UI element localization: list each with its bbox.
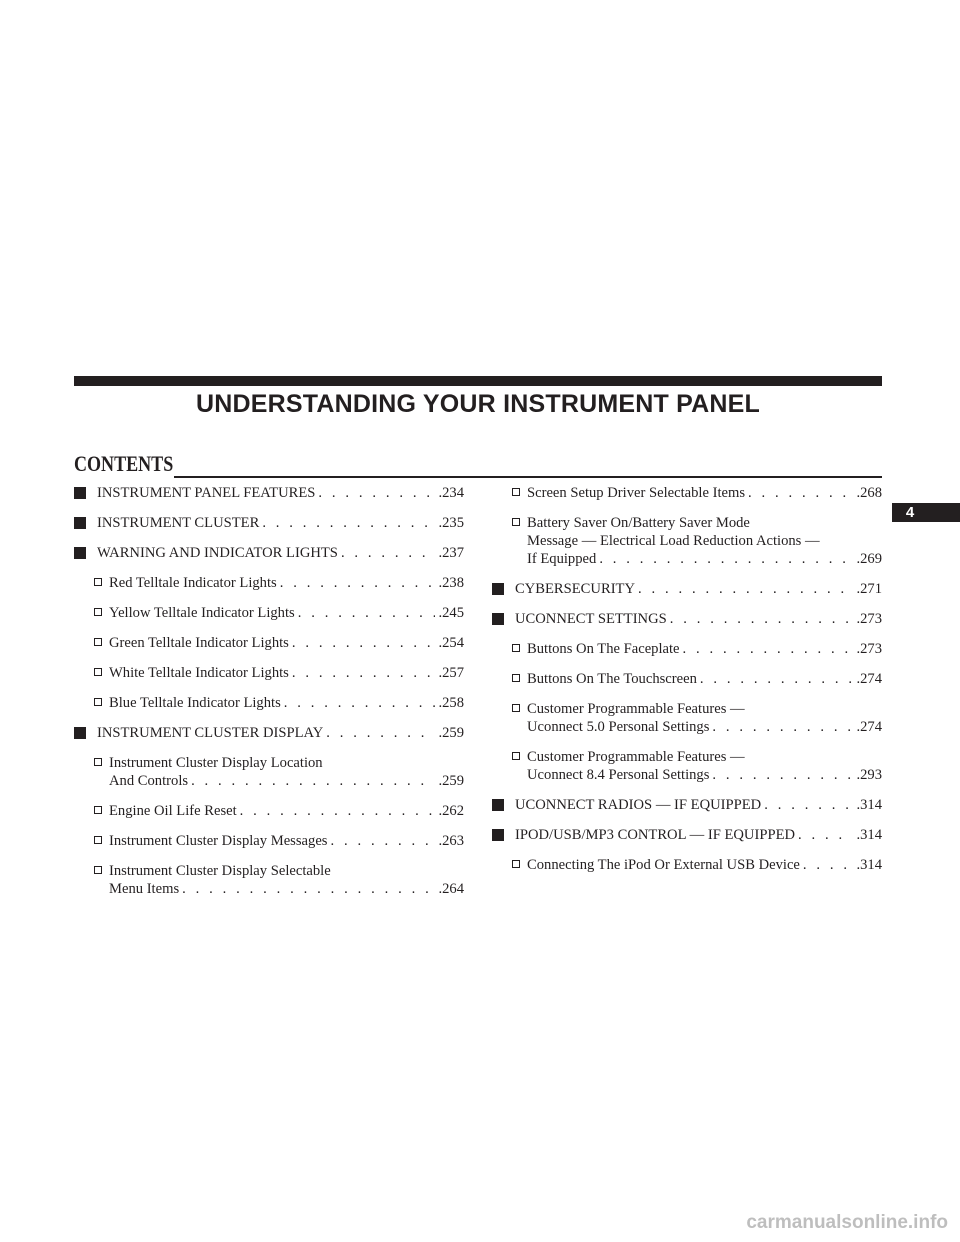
toc-page-number: .263	[438, 833, 464, 849]
toc-entry[interactable]	[74, 754, 464, 790]
dot-leader	[670, 610, 854, 628]
square-bullet-icon	[74, 727, 86, 739]
toc-page-number: .264	[438, 881, 464, 897]
toc-entry-title: WARNING AND INDICATOR LIGHTS	[97, 545, 338, 561]
toc-entry-line	[97, 484, 464, 502]
toc-entry[interactable]	[74, 664, 464, 682]
toc-entry[interactable]	[74, 724, 464, 742]
toc-entry-title: Buttons On The Faceplate	[527, 641, 680, 657]
hollow-square-bullet-icon	[512, 704, 520, 712]
toc-page-number: .254	[438, 635, 464, 651]
toc-page-number: .271	[856, 581, 882, 597]
dot-leader	[284, 694, 436, 712]
dot-leader	[712, 766, 853, 784]
toc-entry-title: Blue Telltale Indicator Lights	[109, 695, 281, 711]
chapter-tab-number: 4	[905, 504, 915, 521]
toc-page-number: .237	[438, 545, 464, 561]
dot-leader	[292, 634, 436, 652]
toc-entry-line	[515, 796, 882, 814]
hollow-square-bullet-icon	[94, 806, 102, 814]
toc-entry-title: Instrument Cluster Display Location	[109, 755, 323, 771]
toc-entry-title: Uconnect 8.4 Personal Settings	[527, 767, 710, 783]
toc-page-number: .257	[438, 665, 464, 681]
toc-entry-title: Red Telltale Indicator Lights	[109, 575, 277, 591]
toc-entry-title: Yellow Telltale Indicator Lights	[109, 605, 295, 621]
square-bullet-icon	[492, 829, 504, 841]
toc-entry[interactable]	[492, 514, 882, 568]
chapter-title: UNDERSTANDING YOUR INSTRUMENT PANEL	[196, 390, 760, 418]
toc-entry[interactable]	[74, 862, 464, 898]
dot-leader	[341, 544, 436, 562]
dot-leader	[262, 514, 435, 532]
toc-entry-title: And Controls	[109, 773, 189, 789]
hollow-square-bullet-icon	[512, 644, 520, 652]
dot-leader	[280, 574, 436, 592]
dot-leader	[798, 826, 853, 844]
toc-entry-title: White Telltale Indicator Lights	[109, 665, 289, 681]
dot-leader	[638, 580, 853, 598]
toc-entry-title: INSTRUMENT CLUSTER DISPLAY	[97, 725, 324, 741]
toc-entry-line	[97, 544, 464, 562]
hollow-square-bullet-icon	[94, 668, 102, 676]
toc-entry-title: Green Telltale Indicator Lights	[109, 635, 289, 651]
toc-entry-title: Instrument Cluster Display Selectable	[109, 863, 331, 879]
toc-entry-line	[109, 802, 464, 820]
toc-entry-title: IPOD/USB/MP3 CONTROL — IF EQUIPPED	[515, 827, 796, 843]
dot-leader	[803, 856, 854, 874]
toc-entry-title: Engine Oil Life Reset	[109, 803, 237, 819]
toc-entry[interactable]	[492, 640, 882, 658]
hollow-square-bullet-icon	[512, 518, 520, 526]
toc-page-number: .314	[856, 857, 882, 873]
toc-entry-line	[515, 610, 882, 628]
toc-entry[interactable]	[492, 826, 882, 844]
toc-page-number: .269	[856, 551, 882, 567]
toc-entry-line	[109, 604, 464, 622]
toc-left-column	[74, 484, 464, 898]
toc-entry[interactable]	[492, 796, 882, 814]
toc-page-number: .235	[438, 515, 464, 531]
dot-leader	[700, 670, 854, 688]
toc-entry[interactable]	[492, 748, 882, 784]
toc-entry-line	[109, 574, 464, 592]
toc-entry-line	[515, 826, 882, 844]
square-bullet-icon	[492, 799, 504, 811]
square-bullet-icon	[492, 583, 504, 595]
toc-entry[interactable]	[74, 484, 464, 502]
toc-entry-title: Instrument Cluster Display Messages	[109, 833, 328, 849]
toc-page-number: .262	[438, 803, 464, 819]
toc-entry-title: Battery Saver On/Battery Saver Mode	[527, 515, 750, 531]
toc-entry-line	[527, 700, 882, 718]
hollow-square-bullet-icon	[512, 674, 520, 682]
toc-entry-line	[527, 718, 882, 736]
toc-entry[interactable]	[492, 610, 882, 628]
toc-entry-title: UCONNECT SETTINGS	[515, 611, 667, 627]
toc-entry-line	[515, 580, 882, 598]
toc-entry-line	[527, 856, 882, 874]
square-bullet-icon	[74, 517, 86, 529]
toc-page-number: .274	[856, 719, 882, 735]
hollow-square-bullet-icon	[94, 866, 102, 874]
toc-entry-line	[109, 772, 464, 790]
toc-entry[interactable]	[74, 802, 464, 820]
toc-entry-line	[527, 766, 882, 784]
toc-entry-line	[109, 880, 464, 898]
dot-leader	[191, 772, 435, 790]
hollow-square-bullet-icon	[512, 752, 520, 760]
toc-entry[interactable]	[492, 484, 882, 502]
toc-page-number: .293	[856, 767, 882, 783]
toc-entry-line	[109, 664, 464, 682]
square-bullet-icon	[74, 547, 86, 559]
hollow-square-bullet-icon	[94, 578, 102, 586]
toc-page-number: .259	[438, 773, 464, 789]
toc-entry[interactable]	[492, 580, 882, 598]
toc-entry-line	[527, 514, 882, 532]
toc-page-number: .274	[856, 671, 882, 687]
toc-page-number: .234	[438, 485, 464, 501]
toc-entry-title: Connecting The iPod Or External USB Device	[527, 857, 800, 873]
toc-page-number: .245	[438, 605, 464, 621]
toc-entry[interactable]	[74, 514, 464, 532]
toc-entry[interactable]	[74, 544, 464, 562]
toc-entry-line	[527, 670, 882, 688]
dot-leader	[712, 718, 853, 736]
hollow-square-bullet-icon	[94, 836, 102, 844]
toc-entry[interactable]	[74, 604, 464, 622]
dot-leader	[599, 550, 853, 568]
toc-entry-title: If Equipped	[527, 551, 597, 567]
toc-entry[interactable]	[492, 856, 882, 874]
toc-entry-title: Customer Programmable Features —	[527, 749, 745, 765]
chapter-top-rule	[74, 376, 882, 386]
hollow-square-bullet-icon	[512, 860, 520, 868]
toc-entry-title: Message — Electrical Load Reduction Actions —	[527, 533, 820, 549]
dot-leader	[182, 880, 435, 898]
toc-page-number: .259	[438, 725, 464, 741]
toc-entry-line	[109, 754, 464, 772]
dot-leader	[298, 604, 436, 622]
toc-entry-line	[527, 532, 882, 550]
toc-right-column	[492, 484, 882, 874]
toc-entry-title: Uconnect 5.0 Personal Settings	[527, 719, 710, 735]
watermark: carmanualsonline.info	[746, 1212, 948, 1233]
toc-entry-line	[527, 640, 882, 658]
dot-leader	[240, 802, 436, 820]
chapter-tab	[892, 503, 960, 522]
toc-entry-line	[527, 484, 882, 502]
toc-entry-line	[527, 748, 882, 766]
toc-entry-title: Menu Items	[109, 881, 180, 897]
dot-leader	[764, 796, 853, 814]
dot-leader	[330, 832, 435, 850]
toc-entry-title: UCONNECT RADIOS — IF EQUIPPED	[515, 797, 762, 813]
dot-leader	[326, 724, 435, 742]
dot-leader	[748, 484, 853, 502]
toc-entry[interactable]	[74, 832, 464, 850]
toc-entry-line	[97, 724, 464, 742]
toc-page-number: .268	[856, 485, 882, 501]
toc-entry-title: Buttons On The Touchscreen	[527, 671, 697, 687]
toc-entry[interactable]	[492, 700, 882, 736]
toc-page-number: .314	[856, 797, 882, 813]
toc-page-number: .314	[856, 827, 882, 843]
dot-leader	[683, 640, 854, 658]
toc-entry-title: INSTRUMENT CLUSTER	[97, 515, 260, 531]
square-bullet-icon	[492, 613, 504, 625]
toc-entry-line	[527, 550, 882, 568]
dot-leader	[318, 484, 435, 502]
toc-page-number: .273	[856, 641, 882, 657]
toc-entry-title: CYBERSECURITY	[515, 581, 636, 597]
toc-page-number: .238	[438, 575, 464, 591]
toc-entry-line	[109, 862, 464, 880]
contents-heading: CONTENTS	[74, 451, 174, 476]
hollow-square-bullet-icon	[94, 608, 102, 616]
dot-leader	[292, 664, 436, 682]
square-bullet-icon	[74, 487, 86, 499]
hollow-square-bullet-icon	[94, 758, 102, 766]
toc-entry[interactable]	[74, 694, 464, 712]
hollow-square-bullet-icon	[94, 698, 102, 706]
toc-page-number: .258	[438, 695, 464, 711]
toc-page-number: .273	[856, 611, 882, 627]
toc-entry[interactable]	[492, 670, 882, 688]
toc-entry[interactable]	[74, 634, 464, 652]
toc-entry-title: Screen Setup Driver Selectable Items	[527, 485, 746, 501]
toc-entry-title: Customer Programmable Features —	[527, 701, 745, 717]
toc-entry-line	[109, 694, 464, 712]
toc-entry-line	[97, 514, 464, 532]
toc-entry-line	[109, 634, 464, 652]
toc-entry[interactable]	[74, 574, 464, 592]
toc-entry-title: INSTRUMENT PANEL FEATURES	[97, 485, 316, 501]
toc-entry-line	[109, 832, 464, 850]
contents-rule	[174, 476, 882, 478]
hollow-square-bullet-icon	[512, 488, 520, 496]
hollow-square-bullet-icon	[94, 638, 102, 646]
